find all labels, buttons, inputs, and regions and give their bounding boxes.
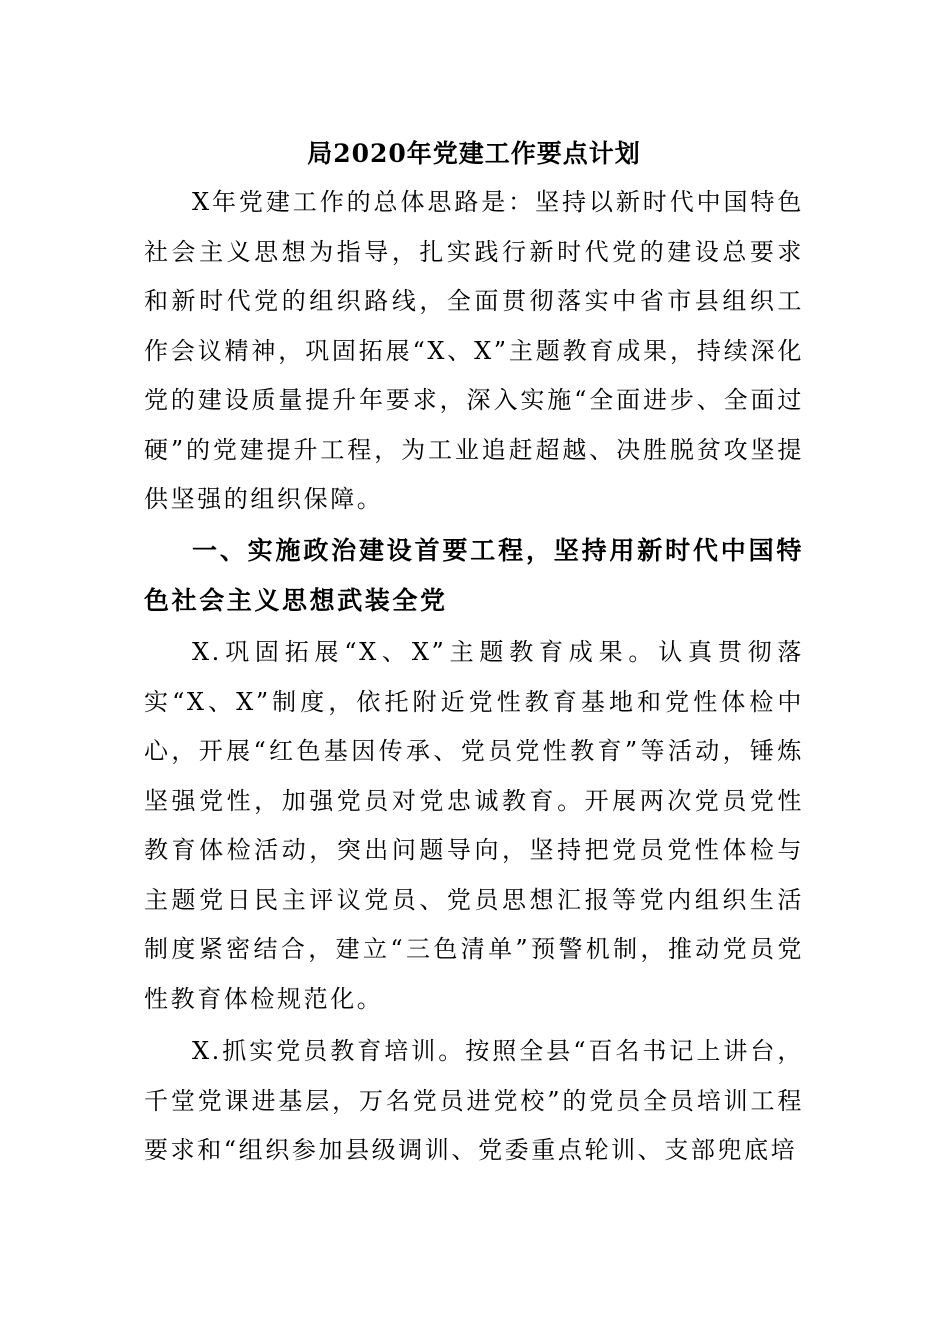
document-title: 局2020年党建工作要点计划 xyxy=(307,139,641,168)
item-paragraph: X.巩固拓展“X、X”主题教育成果。认真贯彻落实“X、X”制度，依托附近党性教育基地和党性体检中心，开展“红色基因传承、党员党性教育”等活动，锤炼坚强党性，加强党员对党忠诚教育。开展两次党员党性教育体检活动，突出问题导向，坚持把党员党性体检与主题党日民主评议党员、党员思想汇报等党内组织生活制度紧密结合，建立“三色清单”预警机制，推动党员党性教育体检规范化。 xyxy=(144,638,804,1013)
intro-paragraph: X年党建工作的总体思路是：坚持以新时代中国特色社会主义思想为指导，扎实践行新时代党的建设总要求和新时代党的组织路线，全面贯彻落实中省市县组织工作会议精神，巩固拓展“X、X”主题教育成果，持续深化党的建设质量提升年要求，深入实施“全面进步、全面过硬”的党建提升工程，为工业追赶超越、决胜脱贫攻坚提供坚强的组织保障。 xyxy=(144,188,804,513)
item-paragraph: X.抓实党员教育培训。按照全县“百名书记上讲台，千堂党课进基层，万名党员进党校”的党员全员培训工程要求和“组织参加县级调训、党委重点轮训、支部兜底培 xyxy=(144,1037,804,1164)
section-heading: 一、实施政治建设首要工程，坚持用新时代中国特色社会主义思想武装全党 xyxy=(144,536,804,615)
